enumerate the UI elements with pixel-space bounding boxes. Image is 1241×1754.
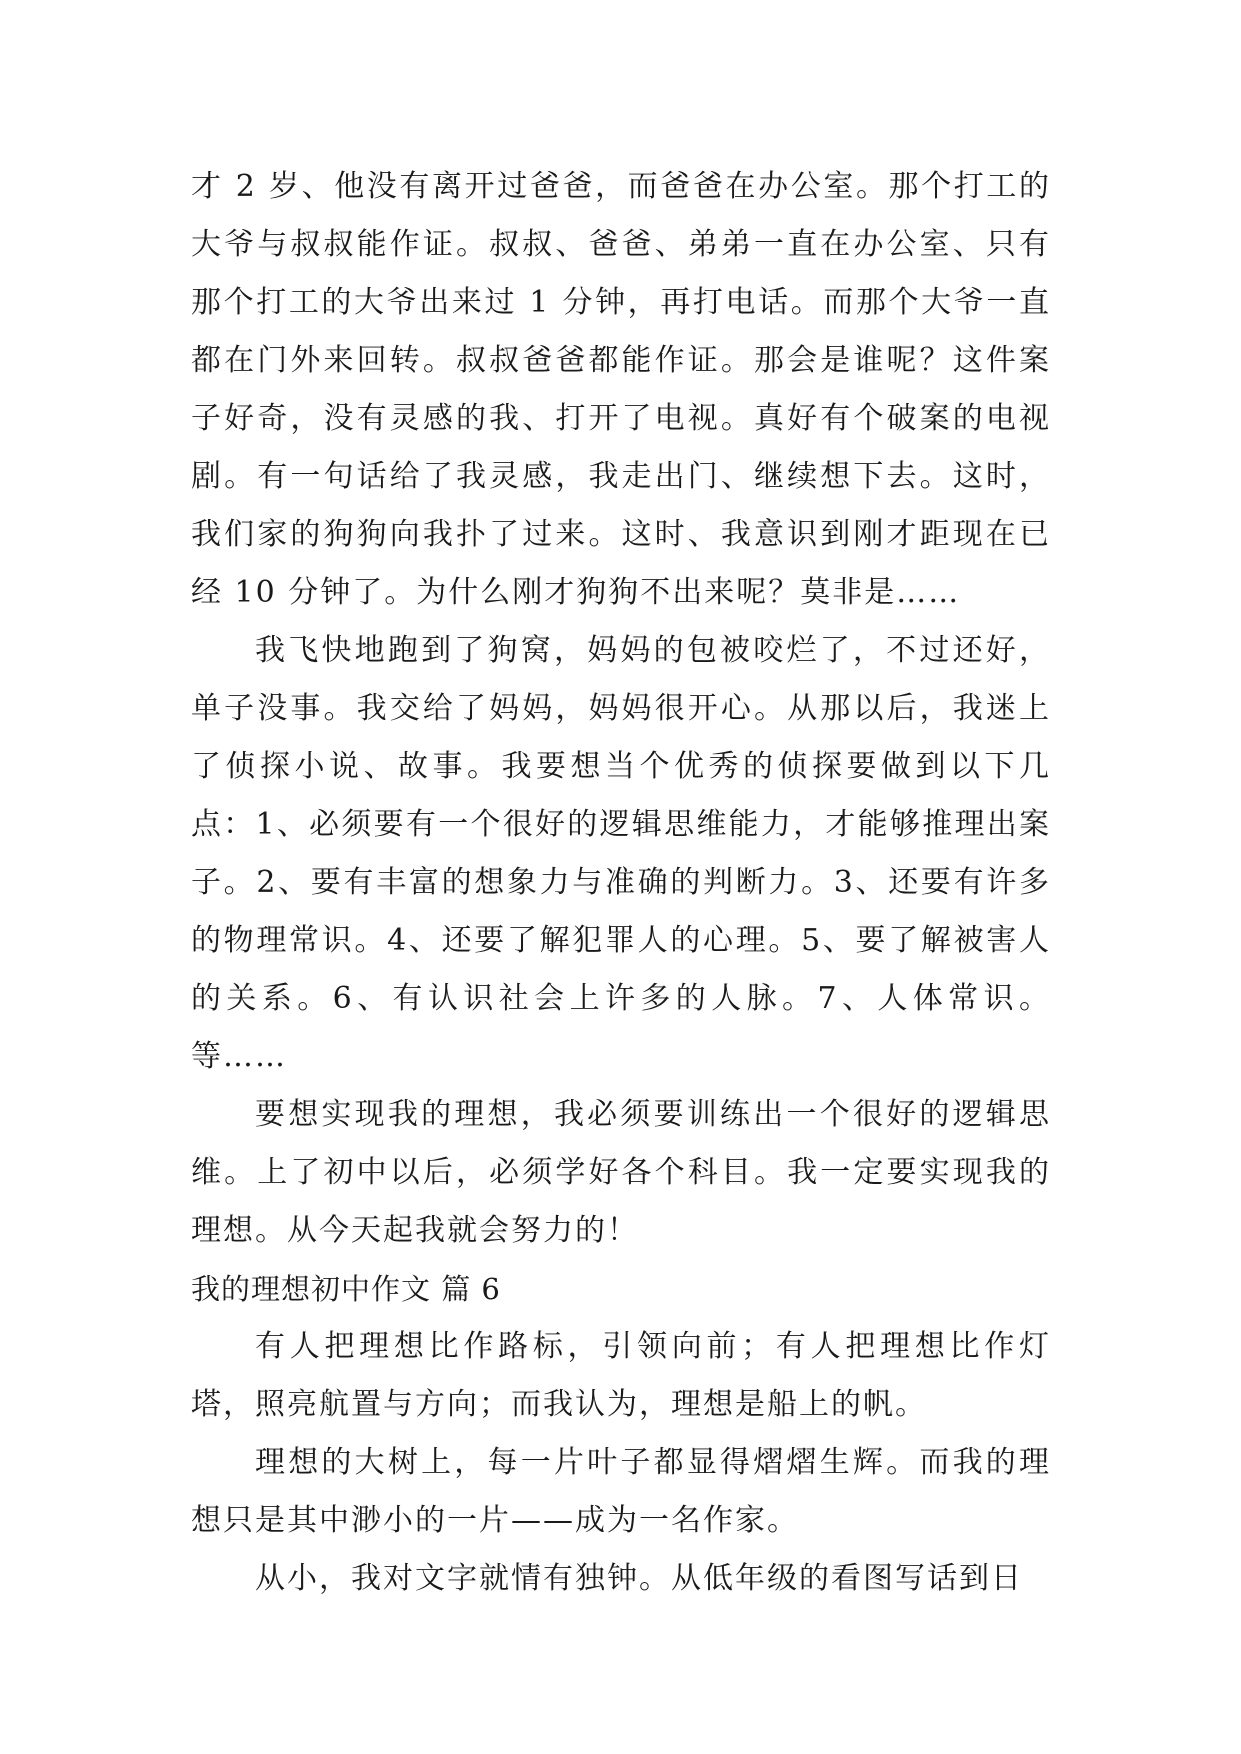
paragraph-2: 我飞快地跑到了狗窝，妈妈的包被咬烂了，不过还好，单子没事。我交给了妈妈，妈妈很开心。从那以后，我迷上了侦探小说、故事。我要想当个优秀的侦探要做到以下几点：1、必须要有一个很好的逻辑思维能力，才能够推理出案子。2、要有丰富的想象力与准确的判断力。3、还要有许多的物理常识。4、还要了解犯罪人的心理。5、要了解被害人的关系。6、有认识社会上许多的人脉。7、人体常识。等…… [191, 633, 1051, 1074]
document-body [191, 158, 1051, 1608]
paragraph-3: 要想实现我的理想，我必须要训练出一个很好的逻辑思维。上了初中以后，必须学好各个科目。我一定要实现我的理想。从今天起我就会努力的！ [191, 1097, 1051, 1248]
paragraph-1: 才 2 岁、他没有离开过爸爸，而爸爸在办公室。那个打工的大爷与叔叔能作证。叔叔、爸爸、弟弟一直在办公室、只有那个打工的大爷出来过 1 分钟，再打电话。而那个大爷一直都在门外来回转。叔叔爸爸都能作证。那会是谁呢？这件案子好奇，没有灵感的我、打开了电视。真好有个破案的电视剧。有一句话给了我灵感，我走出门、继续想下去。这时，我们家的狗狗向我扑了过来。这时、我意识到刚才距现在已经 10 分钟了。为什么刚才狗狗不出来呢？莫非是…… [191, 169, 1051, 610]
section-heading: 我的理想初中作文 篇 6 [191, 1272, 501, 1306]
paragraph-4: 有人把理想比作路标，引领向前；有人把理想比作灯塔，照亮航置与方向；而我认为，理想是船上的帆。 [191, 1329, 1051, 1422]
paragraph-6: 从小，我对文字就情有独钟。从低年级的看图写话到日 [255, 1561, 1023, 1596]
paragraph-5: 理想的大树上，每一片叶子都显得熠熠生辉。而我的理想只是其中渺小的一片——成为一名作家。 [191, 1445, 1051, 1538]
